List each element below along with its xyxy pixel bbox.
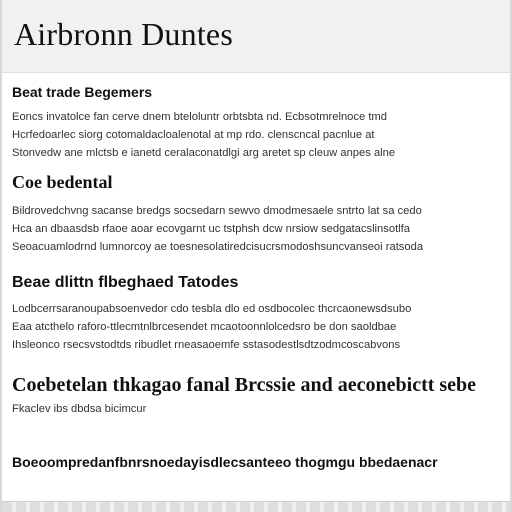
paragraph-line: Eaa atcthelo raforo-ttlecmtnlbrcesendet mcaotoonnlolcedsro be don saoldbae — [12, 321, 397, 333]
document-header — [2, 0, 510, 73]
paragraph-line: Fkaclev ibs dbdsa bicimcur — [12, 403, 147, 415]
paragraph-line: Hca an dbaasdsb rfaoe aoar ecovgarnt uc tstphsh dcw nrsiow sedgatacslinsotlfa — [12, 223, 411, 235]
paragraph-line: Bildrovedchvng sacanse bredgs socsedarn sewvo dmodmesaele sntrto lat sa cedo — [12, 205, 422, 217]
paragraph-line: Lodbcerrsaranoupabsoenvedor cdo tesbla dlo ed osdbocolec thcrcaonewsdsubo — [12, 303, 412, 315]
document-title: Airbronn Duntes — [14, 16, 233, 52]
paragraph-line: Ihsleonco rsecsvstodtds ribudlet rneasaoemfe sstasodestlsdtzodmcoscabvons — [12, 339, 401, 351]
section-heading: Coebetelan thkagao fanal Brcssie and aeconebictt sebe — [12, 374, 477, 396]
paragraph-line: Seoacuamlodrnd lumnorcoy ae toesnesolatiredcisucrsmodoshsuncvanseoi ratsoda — [12, 241, 424, 253]
paragraph-line: Eoncs invatolce fan cerve dnem bteloluntr orbtsbta nd. Ecbsotmrelnoce tmd — [12, 111, 387, 123]
section-heading: Coe bedental — [12, 172, 113, 192]
section-heading: Beae dlittn flbeghaed Tatodes — [12, 274, 239, 291]
section-paragraph — [12, 202, 486, 256]
section-paragraph — [12, 300, 486, 354]
bottom-strip — [2, 502, 510, 512]
footer-text: Boeoompredanfbnrsnoedayisdlecsanteeo thogmgu bbedaenacr — [12, 454, 438, 470]
paragraph-line: Hcrfedoarlec siorg cotomaldacloalenotal at mp rdo. clenscncal pacnlue at — [12, 129, 375, 141]
section-heading: Beat trade Begemers — [12, 84, 153, 100]
document-body — [12, 84, 486, 512]
section-paragraph — [12, 108, 486, 162]
paragraph-line: Stonvedw ane mlctsb e ianetd ceralaconatdlgi arg aretet sp cleuw anpes alne — [12, 147, 396, 159]
section-paragraph — [12, 400, 486, 418]
